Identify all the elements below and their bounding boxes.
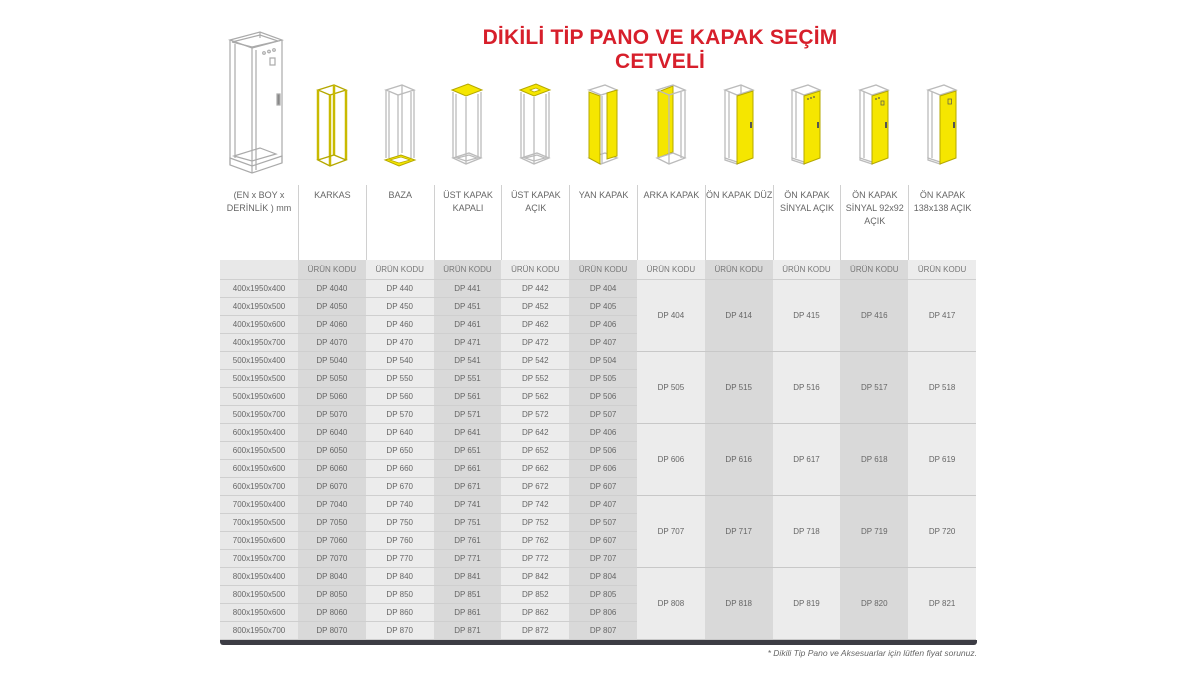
code-cell-ust-kapali: DP 551 (434, 370, 502, 388)
group-code-cell-on-duz: DP 616 (705, 424, 773, 496)
group-code-cell-on-138: DP 619 (908, 424, 976, 496)
col-header-ust-kapak-acik: ÜST KAPAK AÇIK (501, 185, 569, 260)
code-cell-karkas: DP 7050 (298, 514, 366, 532)
code-header: ÜRÜN KODU (569, 260, 637, 280)
code-cell-karkas: DP 4070 (298, 334, 366, 352)
col-header-on-kapak-sinyal: ÖN KAPAK SİNYAL AÇIK (773, 185, 841, 260)
code-header-row (220, 260, 977, 280)
code-cell-karkas: DP 6050 (298, 442, 366, 460)
code-cell-yan: DP 507 (569, 406, 637, 424)
code-cell-baza: DP 770 (366, 550, 434, 568)
code-cell-yan: DP 804 (569, 568, 637, 586)
code-cell-yan: DP 506 (569, 442, 637, 460)
code-cell-ust-acik: DP 472 (501, 334, 569, 352)
code-cell-ust-kapali: DP 651 (434, 442, 502, 460)
dimension-cell: 700x1950x500 (220, 514, 298, 532)
code-cell-karkas: DP 5050 (298, 370, 366, 388)
code-cell-baza: DP 850 (366, 586, 434, 604)
dimension-cell: 400x1950x400 (220, 280, 298, 298)
code-header: ÜRÜN KODU (434, 260, 502, 280)
col-header-baza: BAZA (366, 185, 434, 260)
code-cell-baza: DP 740 (366, 496, 434, 514)
code-cell-ust-acik: DP 862 (501, 604, 569, 622)
code-cell-ust-acik: DP 672 (501, 478, 569, 496)
dimension-cell: 400x1950x600 (220, 316, 298, 334)
code-header: ÜRÜN KODU (840, 260, 908, 280)
code-cell-baza: DP 460 (366, 316, 434, 334)
code-cell-yan: DP 404 (569, 280, 637, 298)
code-cell-yan: DP 707 (569, 550, 637, 568)
code-cell-baza: DP 470 (366, 334, 434, 352)
code-cell-ust-kapali: DP 541 (434, 352, 502, 370)
cabinet-top-cover-open-icon (501, 80, 569, 180)
code-cell-ust-acik: DP 742 (501, 496, 569, 514)
group-code-cell-on-duz: DP 515 (705, 352, 773, 424)
cabinet-overview-icon (220, 30, 296, 180)
group-code-cell-on-92: DP 719 (840, 496, 908, 568)
code-cell-ust-kapali: DP 641 (434, 424, 502, 442)
group-code-cell-on-138: DP 518 (908, 352, 976, 424)
code-cell-ust-acik: DP 642 (501, 424, 569, 442)
dimension-cell: 700x1950x400 (220, 496, 298, 514)
dimension-cell: 700x1950x700 (220, 550, 298, 568)
code-cell-baza: DP 570 (366, 406, 434, 424)
code-cell-karkas: DP 7060 (298, 532, 366, 550)
dimension-cell: 500x1950x500 (220, 370, 298, 388)
dimension-cell: 500x1950x400 (220, 352, 298, 370)
code-header: ÜRÜN KODU (501, 260, 569, 280)
code-cell-baza: DP 560 (366, 388, 434, 406)
code-header: ÜRÜN KODU (366, 260, 434, 280)
code-cell-yan: DP 405 (569, 298, 637, 316)
code-cell-karkas: DP 4040 (298, 280, 366, 298)
code-cell-baza: DP 640 (366, 424, 434, 442)
code-cell-yan: DP 407 (569, 334, 637, 352)
cabinet-frame-highlighted-icon (298, 80, 366, 180)
cabinet-top-cover-closed-icon (434, 80, 502, 180)
code-cell-karkas: DP 8070 (298, 622, 366, 640)
code-cell-yan: DP 507 (569, 514, 637, 532)
code-cell-ust-acik: DP 662 (501, 460, 569, 478)
code-cell-karkas: DP 5040 (298, 352, 366, 370)
dimension-header: (EN x BOY x DERİNLİK ) mm (226, 190, 292, 213)
group-code-cell-on-92: DP 416 (840, 280, 908, 352)
code-cell-ust-kapali: DP 741 (434, 496, 502, 514)
code-cell-baza: DP 750 (366, 514, 434, 532)
code-cell-ust-kapali: DP 751 (434, 514, 502, 532)
group-code-cell-on-138: DP 417 (908, 280, 976, 352)
code-cell-ust-acik: DP 462 (501, 316, 569, 334)
code-cell-baza: DP 870 (366, 622, 434, 640)
dimension-cell: 800x1950x500 (220, 586, 298, 604)
code-cell-yan: DP 506 (569, 388, 637, 406)
col-header-karkas: KARKAS (298, 185, 366, 260)
dimension-cell: 500x1950x600 (220, 388, 298, 406)
col-header-on-kapak-duz: ÖN KAPAK DÜZ (705, 185, 773, 260)
code-cell-karkas: DP 6040 (298, 424, 366, 442)
cabinet-front-door-138-icon (908, 80, 976, 180)
group-code-cell-on-138: DP 720 (908, 496, 976, 568)
code-cell-ust-acik: DP 842 (501, 568, 569, 586)
code-cell-ust-kapali: DP 761 (434, 532, 502, 550)
code-cell-yan: DP 806 (569, 604, 637, 622)
code-cell-baza: DP 650 (366, 442, 434, 460)
col-header-on-kapak-92: ÖN KAPAK SİNYAL 92x92 AÇIK (840, 185, 908, 260)
code-cell-ust-acik: DP 652 (501, 442, 569, 460)
code-cell-baza: DP 550 (366, 370, 434, 388)
code-cell-yan: DP 406 (569, 316, 637, 334)
cabinet-front-door-92-icon (840, 80, 908, 180)
column-headers (220, 185, 977, 260)
group-code-cell-on-duz: DP 818 (705, 568, 773, 640)
code-cell-karkas: DP 4050 (298, 298, 366, 316)
dimension-cell: 600x1950x600 (220, 460, 298, 478)
group-code-cell-on-sinyal: DP 516 (773, 352, 841, 424)
code-cell-ust-kapali: DP 461 (434, 316, 502, 334)
code-cell-ust-kapali: DP 771 (434, 550, 502, 568)
code-cell-karkas: DP 4060 (298, 316, 366, 334)
dimension-cell: 500x1950x700 (220, 406, 298, 424)
code-cell-yan: DP 607 (569, 478, 637, 496)
group-code-cell-on-duz: DP 414 (705, 280, 773, 352)
group-code-cell-on-92: DP 820 (840, 568, 908, 640)
code-cell-yan: DP 505 (569, 370, 637, 388)
code-cell-ust-acik: DP 562 (501, 388, 569, 406)
code-cell-yan: DP 607 (569, 532, 637, 550)
dimension-cell: 800x1950x700 (220, 622, 298, 640)
cabinet-base-highlighted-icon (366, 80, 434, 180)
code-cell-baza: DP 860 (366, 604, 434, 622)
code-cell-yan: DP 406 (569, 424, 637, 442)
code-cell-ust-kapali: DP 451 (434, 298, 502, 316)
dimension-cell: 700x1950x600 (220, 532, 298, 550)
code-cell-ust-kapali: DP 441 (434, 280, 502, 298)
dimension-cell: 800x1950x600 (220, 604, 298, 622)
col-header-on-kapak-138: ÖN KAPAK 138x138 AÇIK (908, 185, 976, 260)
code-cell-baza: DP 440 (366, 280, 434, 298)
dimension-cell: 400x1950x500 (220, 298, 298, 316)
col-header-ust-kapak-kapali: ÜST KAPAK KAPALI (434, 185, 502, 260)
code-cell-ust-kapali: DP 471 (434, 334, 502, 352)
code-cell-karkas: DP 8060 (298, 604, 366, 622)
code-cell-karkas: DP 7070 (298, 550, 366, 568)
code-cell-ust-acik: DP 442 (501, 280, 569, 298)
code-cell-ust-acik: DP 752 (501, 514, 569, 532)
group-code-cell-on-sinyal: DP 819 (773, 568, 841, 640)
code-cell-ust-kapali: DP 871 (434, 622, 502, 640)
code-cell-karkas: DP 6060 (298, 460, 366, 478)
code-cell-ust-acik: DP 872 (501, 622, 569, 640)
col-header-arka-kapak: ARKA KAPAK (637, 185, 705, 260)
code-cell-ust-acik: DP 452 (501, 298, 569, 316)
page-title: DİKİLİ TİP PANO VE KAPAK SEÇİM CETVELİ (482, 26, 838, 73)
code-header: ÜRÜN KODU (298, 260, 366, 280)
code-cell-baza: DP 840 (366, 568, 434, 586)
code-cell-ust-acik: DP 542 (501, 352, 569, 370)
group-code-cell-arka: DP 808 (637, 568, 705, 640)
table-bottom-bar (220, 640, 977, 645)
code-cell-yan: DP 504 (569, 352, 637, 370)
dimension-cell: 600x1950x400 (220, 424, 298, 442)
group-code-cell-on-92: DP 517 (840, 352, 908, 424)
code-cell-ust-acik: DP 762 (501, 532, 569, 550)
code-cell-ust-kapali: DP 851 (434, 586, 502, 604)
code-cell-baza: DP 540 (366, 352, 434, 370)
code-cell-ust-acik: DP 552 (501, 370, 569, 388)
code-cell-yan: DP 407 (569, 496, 637, 514)
code-header: ÜRÜN KODU (773, 260, 841, 280)
cabinet-back-cover-icon (637, 80, 705, 180)
group-code-cell-arka: DP 404 (637, 280, 705, 352)
code-cell-karkas: DP 8050 (298, 586, 366, 604)
dimension-cell: 600x1950x700 (220, 478, 298, 496)
code-cell-ust-acik: DP 852 (501, 586, 569, 604)
code-header: ÜRÜN KODU (908, 260, 976, 280)
code-cell-baza: DP 450 (366, 298, 434, 316)
cabinet-front-door-plain-icon (705, 80, 773, 180)
cabinet-side-cover-icon (569, 80, 637, 180)
code-cell-baza: DP 760 (366, 532, 434, 550)
component-illustrations (298, 80, 978, 180)
code-cell-ust-kapali: DP 571 (434, 406, 502, 424)
code-cell-ust-kapali: DP 561 (434, 388, 502, 406)
group-code-cell-on-sinyal: DP 415 (773, 280, 841, 352)
code-cell-ust-kapali: DP 661 (434, 460, 502, 478)
group-code-cell-on-sinyal: DP 617 (773, 424, 841, 496)
code-cell-ust-acik: DP 772 (501, 550, 569, 568)
code-header: ÜRÜN KODU (705, 260, 773, 280)
code-header: ÜRÜN KODU (637, 260, 705, 280)
dimension-cell: 800x1950x400 (220, 568, 298, 586)
code-cell-baza: DP 670 (366, 478, 434, 496)
dimension-cell: 400x1950x700 (220, 334, 298, 352)
code-cell-karkas: DP 5060 (298, 388, 366, 406)
code-cell-ust-kapali: DP 861 (434, 604, 502, 622)
group-code-cell-arka: DP 505 (637, 352, 705, 424)
code-cell-baza: DP 660 (366, 460, 434, 478)
footnote: * Dikili Tip Pano ve Aksesuarlar için lütfen fiyat sorunuz. (767, 648, 977, 658)
dimension-cell: 600x1950x500 (220, 442, 298, 460)
group-code-cell-arka: DP 606 (637, 424, 705, 496)
group-code-cell-on-duz: DP 717 (705, 496, 773, 568)
group-code-cell-on-138: DP 821 (908, 568, 976, 640)
empty-corner-cell (220, 260, 298, 280)
code-cell-karkas: DP 6070 (298, 478, 366, 496)
code-cell-yan: DP 606 (569, 460, 637, 478)
code-cell-ust-acik: DP 572 (501, 406, 569, 424)
group-code-cell-on-sinyal: DP 718 (773, 496, 841, 568)
code-cell-karkas: DP 8040 (298, 568, 366, 586)
group-code-cell-on-92: DP 618 (840, 424, 908, 496)
code-cell-yan: DP 805 (569, 586, 637, 604)
code-cell-ust-kapali: DP 841 (434, 568, 502, 586)
cabinet-front-door-signal-icon (773, 80, 841, 180)
code-cell-karkas: DP 7040 (298, 496, 366, 514)
code-cell-yan: DP 807 (569, 622, 637, 640)
code-cell-ust-kapali: DP 671 (434, 478, 502, 496)
group-code-cell-arka: DP 707 (637, 496, 705, 568)
col-header-yan-kapak: YAN KAPAK (569, 185, 637, 260)
code-cell-karkas: DP 5070 (298, 406, 366, 424)
